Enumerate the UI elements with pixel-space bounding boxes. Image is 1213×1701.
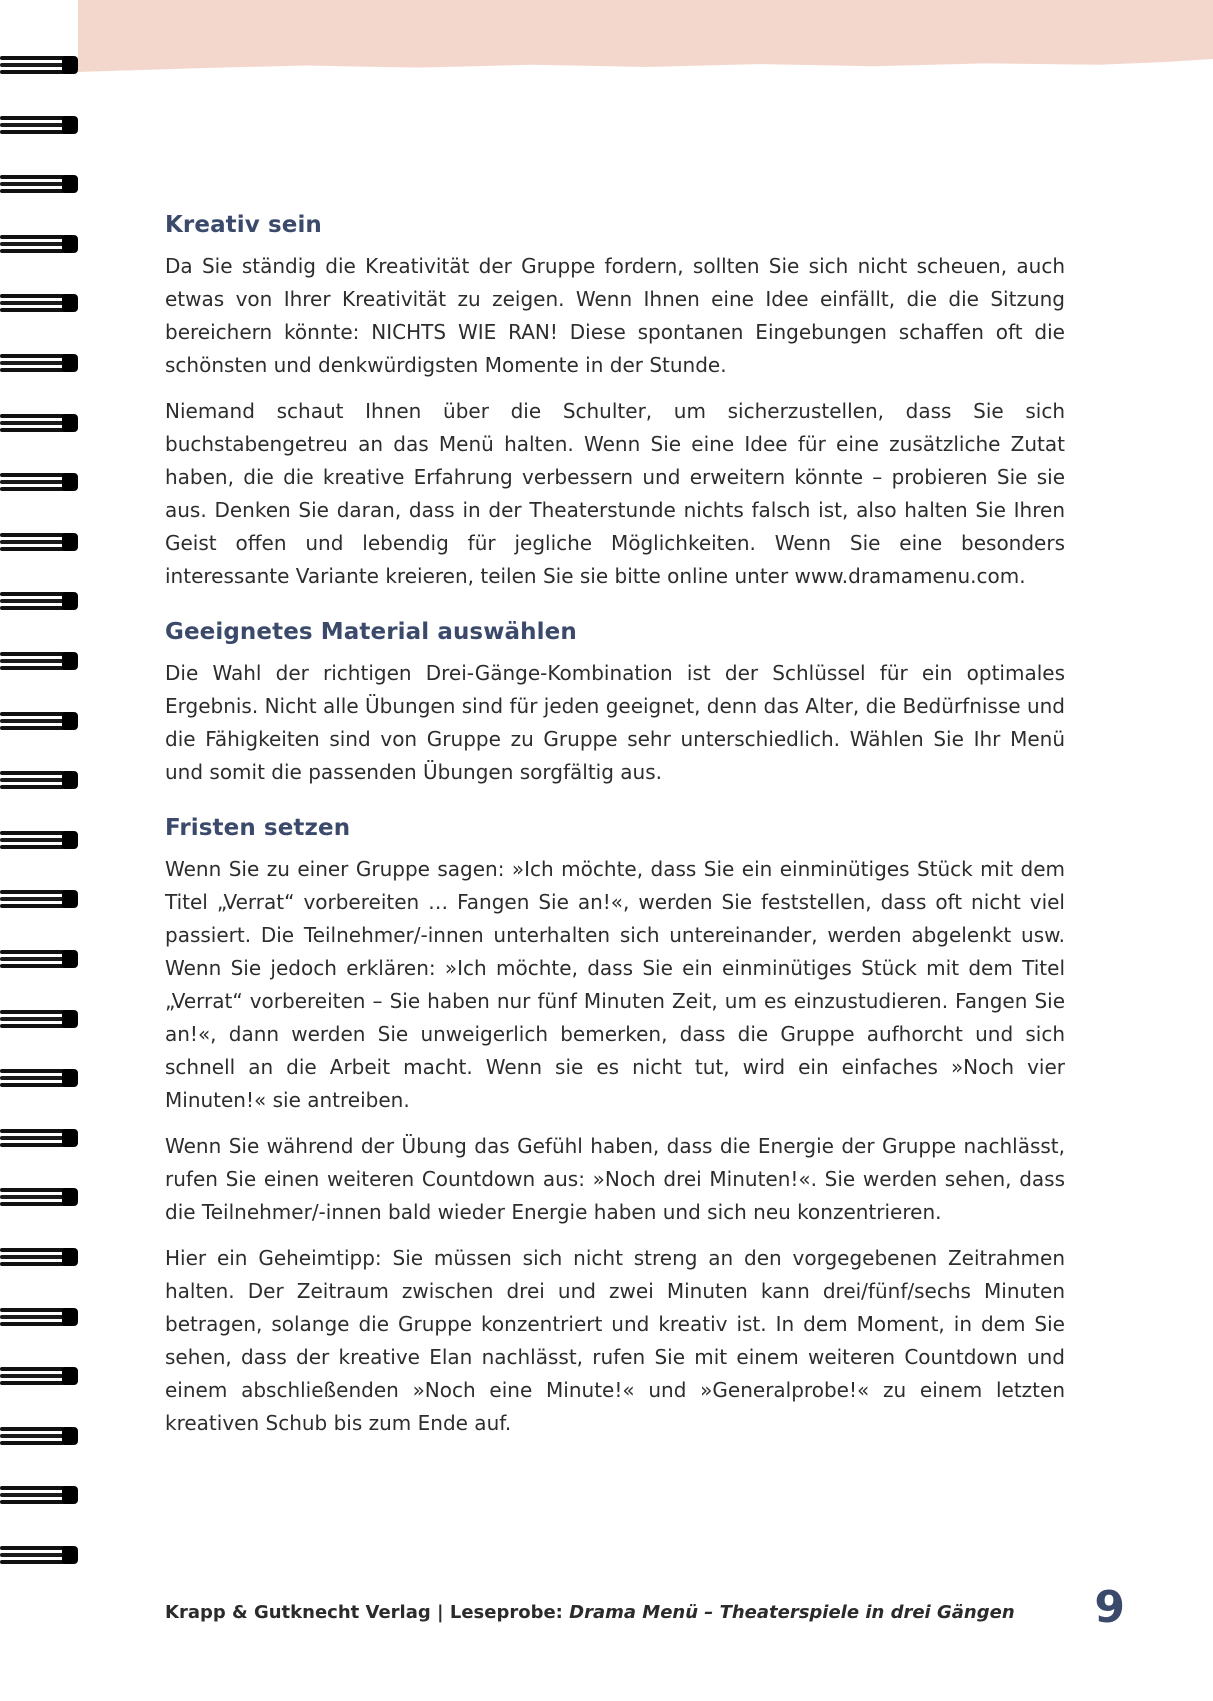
section-heading: Fristen setzen bbox=[165, 815, 351, 841]
binding-ring bbox=[0, 235, 78, 253]
paragraph: Niemand schaut Ihnen über die Schulter, um sicherzustellen, dass Sie sich buchstabengetreu an das Menü halten. Wenn Sie eine Idee für eine zusätzliche Zutat haben, die die kreative Erfahrung verbessern und erweitern könnte – probieren Sie sie aus. Denken Sie daran, dass in der Theaterstunde nichts falsch ist, also halten Sie Ihren Geist offen und lebendig für jegliche Möglichkeiten. Wenn Sie eine besonders interessante Variante kreieren, teilen Sie sie bitte online unter www.dramamenu.com. bbox=[165, 399, 1065, 588]
section-heading: Kreativ sein bbox=[165, 212, 322, 238]
spiral-binding bbox=[0, 56, 82, 1636]
page-content bbox=[165, 212, 1065, 1466]
binding-ring bbox=[0, 56, 78, 74]
section-material-auswaehlen bbox=[165, 619, 1065, 789]
paragraph: Wenn Sie zu einer Gruppe sagen: »Ich möchte, dass Sie ein einminütiges Stück mit dem Titel „Verrat“ vorbereiten … Fangen Sie an!«, werden Sie feststellen, dass oft nicht viel passiert. Die Teilnehmer/-innen unterhalten sich untereinander, werden abgelenkt usw. Wenn Sie jedoch erklären: »Ich möchte, dass Sie ein einminütiges Stück mit dem Titel „Verrat“ vorbereiten – Sie haben nur fünf Minuten Zeit, um es einzustudieren. Fangen Sie an!«, dann werden Sie unweigerlich bemerken, dass die Gruppe aufhorcht und sich schnell an die Arbeit macht. Wenn sie es nicht tut, wird ein einfaches »Noch vier Minuten!« sie antreiben. bbox=[165, 857, 1065, 1112]
page-number: 9 bbox=[1094, 1582, 1125, 1633]
binding-ring bbox=[0, 1248, 78, 1266]
paragraph: Wenn Sie während der Übung das Gefühl haben, dass die Energie der Gruppe nachlässt, rufen Sie einen weiteren Countdown aus: »Noch drei Minuten!«. Sie werden sehen, dass die Teilnehmer/-innen bald wieder Energie haben und sich neu konzentrieren. bbox=[165, 1134, 1065, 1224]
footer-book-title: Drama Menü – Theaterspiele in drei Gängen bbox=[562, 1602, 1015, 1623]
binding-ring bbox=[0, 592, 78, 610]
footer-label: Leseprobe: bbox=[449, 1602, 563, 1623]
binding-ring bbox=[0, 1486, 78, 1504]
binding-ring bbox=[0, 294, 78, 312]
binding-ring bbox=[0, 414, 78, 432]
binding-ring bbox=[0, 712, 78, 730]
footer-separator: | bbox=[430, 1602, 450, 1623]
binding-ring bbox=[0, 652, 78, 670]
binding-ring bbox=[0, 354, 78, 372]
binding-ring bbox=[0, 175, 78, 193]
binding-ring bbox=[0, 1546, 78, 1564]
binding-ring bbox=[0, 890, 78, 908]
section-kreativ-sein bbox=[165, 212, 1065, 593]
section-fristen-setzen bbox=[165, 815, 1065, 1440]
binding-ring bbox=[0, 473, 78, 491]
binding-ring bbox=[0, 1129, 78, 1147]
binding-ring bbox=[0, 533, 78, 551]
section-heading: Geeignetes Material auswählen bbox=[165, 619, 577, 645]
binding-ring bbox=[0, 831, 78, 849]
top-decorative-band bbox=[78, 0, 1213, 72]
binding-ring bbox=[0, 1188, 78, 1206]
binding-ring bbox=[0, 116, 78, 134]
paragraph: Hier ein Geheimtipp: Sie müssen sich nicht streng an den vorgegebenen Zeitrahmen halten. Der Zeitraum zwischen drei und zwei Minuten kann drei/fünf/sechs Minuten betragen, solange die Gruppe konzentriert und kreativ ist. In dem Moment, in dem Sie sehen, dass der kreative Elan nachlässt, rufen Sie mit einem weiteren Countdown und einem abschließenden »Noch eine Minute!« und »Generalprobe!« zu einem letzten kreativen Schub bis zum Ende auf. bbox=[165, 1246, 1065, 1435]
footer-publisher: Krapp & Gutknecht Verlag bbox=[165, 1602, 431, 1623]
binding-ring bbox=[0, 1427, 78, 1445]
paragraph: Da Sie ständig die Kreativität der Gruppe fordern, sollten Sie sich nicht scheuen, auch etwas von Ihrer Kreativität zu zeigen. Wenn Ihnen eine Idee einfällt, die die Sitzung bereichern könnte: NICHTS WIE RAN! Diese spontanen Eingebungen schaffen oft die schönsten und denkwürdigsten Momente in der Stunde. bbox=[165, 254, 1065, 377]
paragraph: Die Wahl der richtigen Drei-Gänge-Kombination ist der Schlüssel für ein optimales Ergebnis. Nicht alle Übungen sind für jeden geeignet, denn das Alter, die Bedürfnisse und die Fähigkeiten sind von Gruppe zu Gruppe sehr unterschiedlich. Wählen Sie Ihr Menü und somit die passenden Übungen sorgfältig aus. bbox=[165, 661, 1065, 784]
binding-ring bbox=[0, 1367, 78, 1385]
binding-ring bbox=[0, 950, 78, 968]
binding-ring bbox=[0, 1069, 78, 1087]
binding-ring bbox=[0, 1010, 78, 1028]
binding-ring bbox=[0, 771, 78, 789]
footer-credit bbox=[165, 1602, 1015, 1623]
binding-ring bbox=[0, 1308, 78, 1326]
page-footer bbox=[165, 1582, 1125, 1634]
